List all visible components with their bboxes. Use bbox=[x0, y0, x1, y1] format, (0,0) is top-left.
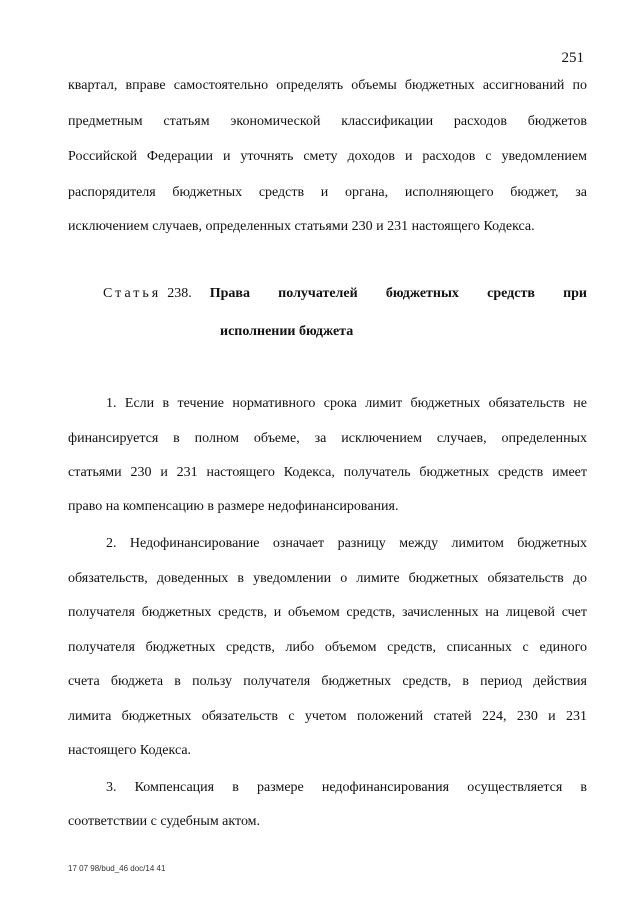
paragraph-2-line: обязательств, доведенных в уведомлении о лимите бюджетных обязательств до bbox=[68, 571, 587, 586]
paragraph-2-line: настоящего Кодекса. bbox=[68, 743, 192, 758]
article-label: Статья bbox=[103, 286, 162, 301]
document-footer: 17 07 98/bud_46 doc/14 41 bbox=[68, 864, 166, 873]
article-title-continuation: исполнении бюджета bbox=[220, 324, 354, 339]
paragraph-2-line: 2. Недофинансирование означает разницу между лимитом бюджетных bbox=[106, 536, 587, 551]
intro-line: квартал, вправе самостоятельно определять объемы бюджетных ассигнований по bbox=[68, 78, 587, 93]
intro-line: распорядителя бюджетных средств и органа, исполняющего бюджет, за bbox=[68, 185, 587, 200]
paragraph-3-line: соответствии с судебным актом. bbox=[68, 814, 261, 829]
paragraph-1-line: право на компенсацию в размере недофинансирования. bbox=[68, 499, 399, 514]
article-number: 238. bbox=[167, 286, 192, 301]
paragraph-2-line: лимита бюджетных обязательств с учетом положений статей 224, 230 и 231 bbox=[68, 709, 587, 724]
paragraph-2-line: получателя бюджетных средств, либо объемом средств, списанных с единого bbox=[68, 640, 587, 655]
intro-line: исключением случаев, определенных статьями 230 и 231 настоящего Кодекса. bbox=[68, 219, 535, 234]
intro-line: предметным статьям экономической классификации расходов бюджетов bbox=[68, 114, 587, 129]
article-title: Права получателей бюджетных средств при bbox=[209, 286, 587, 301]
paragraph-1-line: 1. Если в течение нормативного срока лимит бюджетных обязательств не bbox=[106, 396, 587, 411]
page-number: 251 bbox=[561, 50, 584, 66]
paragraph-2-line: получателя бюджетных средств, и объемом средств, зачисленных на лицевой счет bbox=[68, 605, 587, 620]
paragraph-1-line: финансируется в полном объеме, за исключением случаев, определенных bbox=[68, 431, 587, 446]
paragraph-2-line: счета бюджета в пользу получателя бюджетных средств, в период действия bbox=[68, 674, 587, 689]
paragraph-1-line: статьями 230 и 231 настоящего Кодекса, получатель бюджетных средств имеет bbox=[68, 465, 587, 480]
article-heading bbox=[103, 285, 587, 302]
paragraph-3-line: 3. Компенсация в размере недофинансирования осуществляется в bbox=[106, 780, 587, 795]
intro-line: Российской Федерации и уточнять смету доходов и расходов с уведомлением bbox=[68, 149, 587, 164]
